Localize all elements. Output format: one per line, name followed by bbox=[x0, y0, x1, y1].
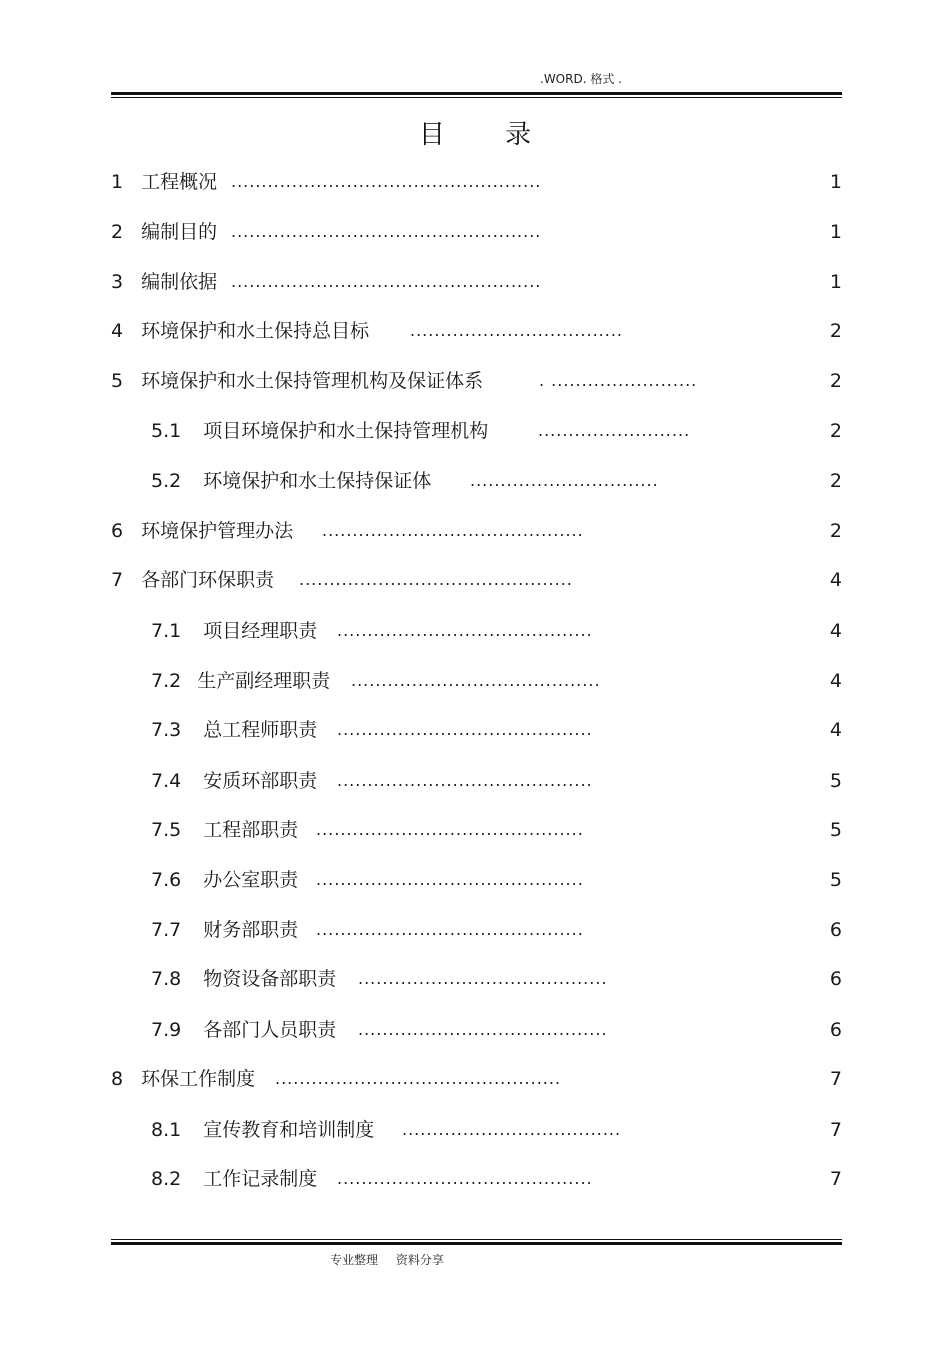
toc-label: 编制目的 bbox=[141, 221, 218, 243]
toc-entry-7-7[interactable] bbox=[151, 916, 584, 944]
toc-number: 5.2 bbox=[151, 470, 182, 492]
toc-entry-7-4[interactable] bbox=[151, 767, 593, 795]
toc-entry-4[interactable] bbox=[111, 317, 624, 345]
toc-entry-7-1[interactable] bbox=[151, 617, 593, 645]
toc-number: 8 bbox=[111, 1068, 124, 1090]
toc-page-5-1: 2 bbox=[829, 420, 842, 442]
toc-number: 5.1 bbox=[151, 420, 182, 442]
toc-leader: ................................... bbox=[410, 321, 624, 340]
toc-label: 工作记录制度 bbox=[203, 1168, 318, 1190]
toc-entry-8-2[interactable] bbox=[151, 1165, 593, 1193]
toc-number: 7.5 bbox=[151, 819, 182, 841]
toc-label: 财务部职责 bbox=[203, 919, 299, 941]
toc-entry-7-9[interactable] bbox=[151, 1016, 608, 1044]
toc-label: 环境保护管理办法 bbox=[141, 520, 294, 542]
toc-label: 环保工作制度 bbox=[141, 1068, 256, 1090]
toc-number: 7.9 bbox=[151, 1019, 182, 1041]
toc-label: 环境保护和水土保持管理机构及保证体系 bbox=[141, 370, 484, 392]
toc-page-7: 4 bbox=[829, 569, 842, 591]
toc-leader: ............................................ bbox=[316, 870, 584, 889]
toc-entry-8-1[interactable] bbox=[151, 1116, 622, 1144]
toc-leader: ......................... bbox=[538, 421, 691, 440]
toc-leader: ............................... bbox=[470, 471, 659, 490]
toc-entry-7[interactable] bbox=[111, 566, 573, 594]
toc-leader: . ........................ bbox=[539, 371, 698, 390]
toc-title: 目 录 bbox=[418, 120, 558, 150]
toc-leader: ......................................... bbox=[358, 969, 608, 988]
toc-entry-7-6[interactable] bbox=[151, 866, 584, 894]
toc-page-7-1: 4 bbox=[829, 620, 842, 642]
toc-page-7-3: 4 bbox=[829, 719, 842, 741]
toc-entry-1[interactable] bbox=[111, 168, 542, 196]
toc-leader: ............................................... bbox=[275, 1069, 562, 1088]
toc-number: 7 bbox=[111, 569, 124, 591]
toc-number: 7.8 bbox=[151, 968, 182, 990]
toc-number: 7.7 bbox=[151, 919, 182, 941]
toc-page-7-4: 5 bbox=[829, 770, 842, 792]
toc-number: 8.1 bbox=[151, 1119, 182, 1141]
toc-number: 5 bbox=[111, 370, 124, 392]
toc-entry-5-2[interactable] bbox=[151, 467, 659, 495]
header-rule-thick bbox=[111, 92, 842, 95]
toc-label: 安质环部职责 bbox=[203, 770, 318, 792]
toc-page-7-8: 6 bbox=[829, 968, 842, 990]
toc-label: 编制依据 bbox=[141, 271, 218, 293]
header-text: .WORD. 格式 . bbox=[540, 72, 622, 86]
toc-entry-6[interactable] bbox=[111, 517, 584, 545]
toc-label: 各部门环保职责 bbox=[141, 569, 275, 591]
toc-page-8-1: 7 bbox=[829, 1119, 842, 1141]
toc-entry-7-3[interactable] bbox=[151, 716, 593, 744]
toc-leader: ................................................... bbox=[231, 272, 542, 291]
toc-leader: ............................................. bbox=[299, 570, 573, 589]
toc-leader: ......................................... bbox=[358, 1020, 608, 1039]
toc-label: 工程概况 bbox=[141, 171, 218, 193]
toc-leader: ................................................... bbox=[231, 222, 542, 241]
toc-entry-7-5[interactable] bbox=[151, 816, 584, 844]
footer-rule-thick bbox=[111, 1242, 842, 1245]
toc-leader: ............................................ bbox=[316, 820, 584, 839]
toc-entry-3[interactable] bbox=[111, 268, 542, 296]
toc-page-4: 2 bbox=[829, 320, 842, 342]
toc-number: 7.3 bbox=[151, 719, 182, 741]
toc-label: 环境保护和水土保持总目标 bbox=[141, 320, 370, 342]
toc-leader: .......................................... bbox=[337, 621, 593, 640]
toc-number: 6 bbox=[111, 520, 124, 542]
toc-page-5-2: 2 bbox=[829, 470, 842, 492]
toc-number: 4 bbox=[111, 320, 124, 342]
header-rule-thin bbox=[111, 97, 842, 98]
toc-label: 生产副经理职责 bbox=[197, 670, 331, 692]
toc-page-8: 7 bbox=[829, 1068, 842, 1090]
toc-label: 总工程师职责 bbox=[203, 719, 318, 741]
toc-page-7-5: 5 bbox=[829, 819, 842, 841]
toc-number: 1 bbox=[111, 171, 124, 193]
toc-label: 宣传教育和培训制度 bbox=[203, 1119, 375, 1141]
toc-number: 7.1 bbox=[151, 620, 182, 642]
toc-page-8-2: 7 bbox=[829, 1168, 842, 1190]
toc-page-3: 1 bbox=[829, 271, 842, 293]
footer-rule-thin bbox=[111, 1239, 842, 1240]
toc-leader: .......................................... bbox=[337, 1169, 593, 1188]
toc-entry-8[interactable] bbox=[111, 1065, 562, 1093]
toc-number: 7.6 bbox=[151, 869, 182, 891]
toc-number: 7.2 bbox=[151, 670, 182, 692]
toc-leader: .................................... bbox=[402, 1120, 622, 1139]
toc-leader: ........................................... bbox=[322, 521, 584, 540]
toc-number: 2 bbox=[111, 221, 124, 243]
toc-page-5: 2 bbox=[829, 370, 842, 392]
toc-leader: ......................................... bbox=[351, 671, 601, 690]
toc-label: 工程部职责 bbox=[203, 819, 299, 841]
toc-page-2: 1 bbox=[829, 221, 842, 243]
toc-page-7-2: 4 bbox=[829, 670, 842, 692]
toc-label: 物资设备部职责 bbox=[203, 968, 337, 990]
toc-label: 项目环境保护和水土保持管理机构 bbox=[203, 420, 489, 442]
toc-page-1: 1 bbox=[829, 171, 842, 193]
toc-label: 项目经理职责 bbox=[203, 620, 318, 642]
toc-page-6: 2 bbox=[829, 520, 842, 542]
toc-page-7-6: 5 bbox=[829, 869, 842, 891]
toc-entry-2[interactable] bbox=[111, 218, 542, 246]
toc-entry-7-2[interactable] bbox=[151, 667, 601, 695]
toc-number: 3 bbox=[111, 271, 124, 293]
toc-entry-5[interactable] bbox=[111, 367, 698, 395]
toc-page-7-7: 6 bbox=[829, 919, 842, 941]
toc-leader: .......................................... bbox=[337, 720, 593, 739]
toc-leader: ............................................ bbox=[316, 920, 584, 939]
toc-label: 各部门人员职责 bbox=[203, 1019, 337, 1041]
toc-entry-7-8[interactable] bbox=[151, 965, 608, 993]
toc-label: 环境保护和水土保持保证体 bbox=[203, 470, 432, 492]
footer-text: 专业整理 资料分享 bbox=[330, 1253, 444, 1267]
toc-label: 办公室职责 bbox=[203, 869, 299, 891]
toc-number: 8.2 bbox=[151, 1168, 182, 1190]
toc-page-7-9: 6 bbox=[829, 1019, 842, 1041]
toc-entry-5-1[interactable] bbox=[151, 417, 691, 445]
toc-leader: ................................................... bbox=[231, 172, 542, 191]
toc-leader: .......................................... bbox=[337, 771, 593, 790]
toc-number: 7.4 bbox=[151, 770, 182, 792]
